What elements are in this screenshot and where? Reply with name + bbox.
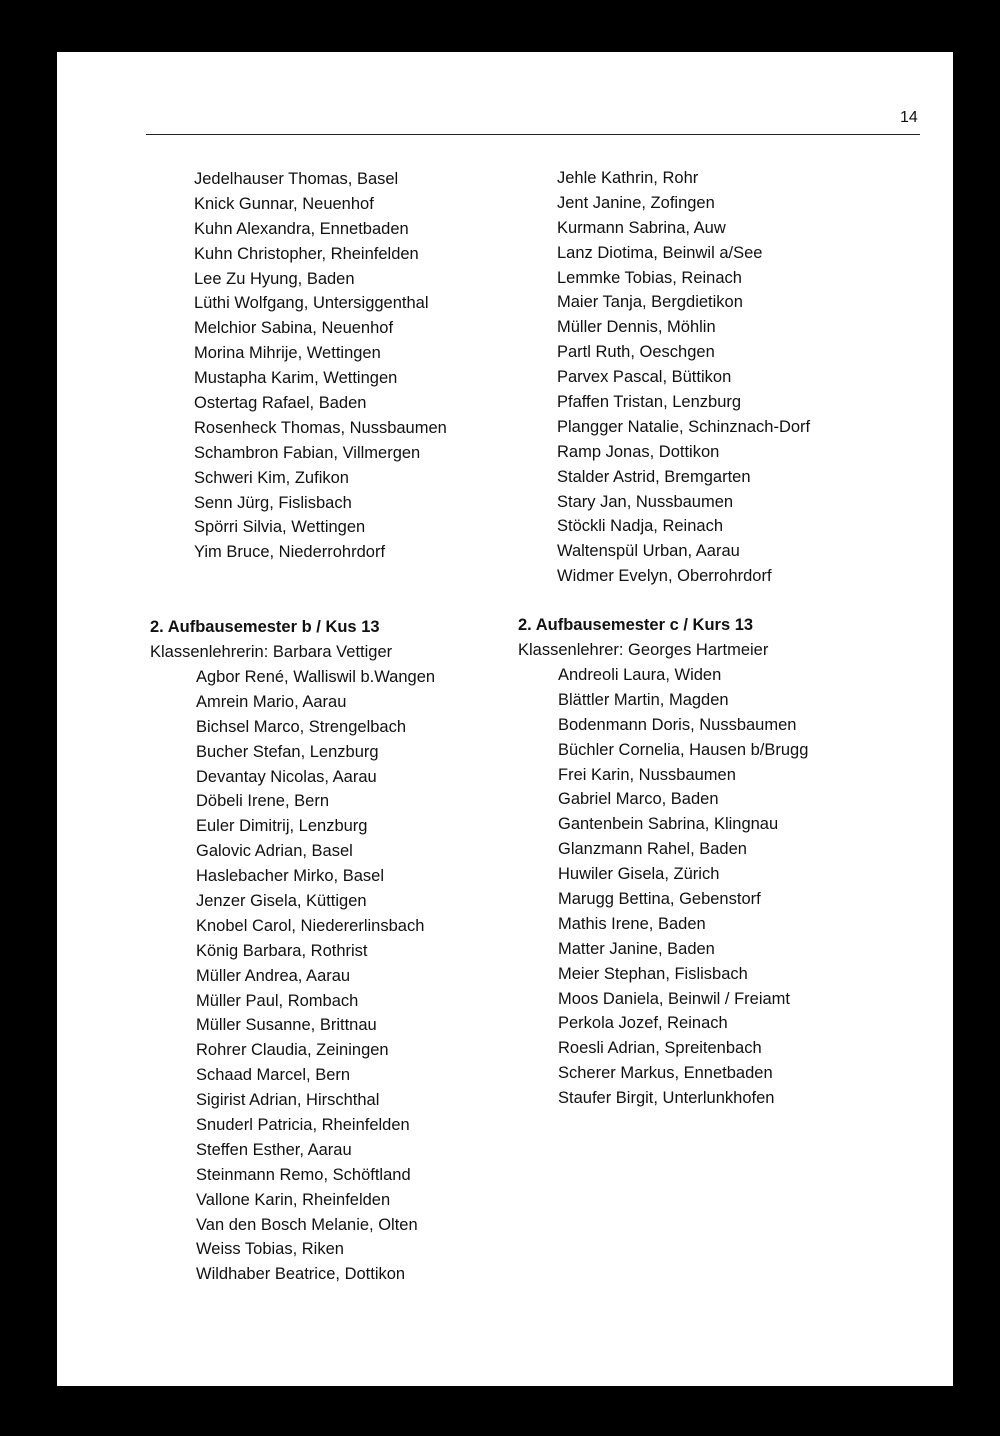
section-b-title: 2. Aufbausemester b / Kus 13 bbox=[150, 618, 380, 636]
list-item: Huwiler Gisela, Zürich bbox=[558, 865, 720, 884]
list-item: Kuhn Alexandra, Ennetbaden bbox=[194, 219, 409, 238]
list-item: Stary Jan, Nussbaumen bbox=[557, 492, 734, 511]
list-item: Yim Bruce, Niederrohrdorf bbox=[194, 543, 386, 562]
top-left-name-list bbox=[194, 167, 447, 565]
list-item: Weiss Tobias, Riken bbox=[196, 1240, 344, 1259]
list-item: Schaad Marcel, Bern bbox=[196, 1066, 351, 1085]
list-item: Lemmke Tobias, Reinach bbox=[557, 268, 742, 287]
list-item: Gabriel Marco, Baden bbox=[558, 790, 719, 809]
list-item: Steinmann Remo, Schöftland bbox=[196, 1165, 411, 1184]
list-item: König Barbara, Rothrist bbox=[196, 941, 368, 960]
list-item: Euler Dimitrij, Lenzburg bbox=[196, 817, 368, 836]
list-item: Schweri Kim, Zufikon bbox=[194, 468, 349, 487]
list-item: Van den Bosch Melanie, Olten bbox=[196, 1215, 418, 1234]
list-item: Maier Tanja, Bergdietikon bbox=[557, 293, 743, 312]
list-item: Marugg Bettina, Gebenstorf bbox=[558, 890, 761, 909]
list-item: Morina Mihrije, Wettingen bbox=[194, 344, 381, 363]
list-item: Meier Stephan, Fislisbach bbox=[558, 964, 748, 983]
list-item: Blättler Martin, Magden bbox=[558, 690, 729, 709]
section-c-name-list bbox=[558, 663, 808, 1111]
list-item: Amrein Mario, Aarau bbox=[196, 692, 347, 711]
list-item: Büchler Cornelia, Hausen b/Brugg bbox=[558, 740, 809, 759]
list-item: Müller Dennis, Möhlin bbox=[557, 318, 716, 337]
list-item: Kurmann Sabrina, Auw bbox=[557, 218, 726, 237]
list-item: Wildhaber Beatrice, Dottikon bbox=[196, 1265, 406, 1284]
list-item: Parvex Pascal, Büttikon bbox=[557, 368, 732, 387]
list-item: Rosenheck Thomas, Nussbaumen bbox=[194, 418, 447, 437]
list-item: Pfaffen Tristan, Lenzburg bbox=[557, 393, 742, 412]
list-item: Müller Susanne, Brittnau bbox=[196, 1016, 377, 1035]
section-b-teacher: Klassenlehrerin: Barbara Vettiger bbox=[150, 643, 393, 661]
list-item: Glanzmann Rahel, Baden bbox=[558, 840, 747, 859]
list-item: Perkola Jozef, Reinach bbox=[558, 1014, 728, 1033]
list-item: Stalder Astrid, Bremgarten bbox=[557, 467, 751, 486]
list-item: Senn Jürg, Fislisbach bbox=[194, 493, 352, 512]
section-c-teacher: Klassenlehrer: Georges Hartmeier bbox=[518, 641, 769, 659]
list-item: Jent Janine, Zofingen bbox=[557, 193, 715, 212]
list-item: Spörri Silvia, Wettingen bbox=[194, 518, 366, 537]
list-item: Bucher Stefan, Lenzburg bbox=[196, 742, 379, 761]
page-number: 14 bbox=[900, 109, 918, 126]
list-item: Haslebacher Mirko, Basel bbox=[196, 867, 384, 886]
list-item: Andreoli Laura, Widen bbox=[558, 666, 722, 684]
list-item: Stöckli Nadja, Reinach bbox=[557, 517, 723, 536]
list-item: Lanz Diotima, Beinwil a/See bbox=[557, 243, 763, 262]
list-item: Lee Zu Hyung, Baden bbox=[194, 269, 355, 288]
list-item: Knobel Carol, Niedererlinsbach bbox=[196, 916, 425, 935]
list-item: Gantenbein Sabrina, Klingnau bbox=[558, 815, 779, 834]
list-item: Mathis Irene, Baden bbox=[558, 914, 706, 933]
list-item: Mustapha Karim, Wettingen bbox=[194, 369, 398, 388]
list-item: Galovic Adrian, Basel bbox=[196, 842, 353, 861]
list-item: Waltenspül Urban, Aarau bbox=[557, 542, 740, 561]
list-item: Ostertag Rafael, Baden bbox=[194, 394, 367, 413]
list-item: Ramp Jonas, Dottikon bbox=[557, 442, 720, 461]
header-rule bbox=[146, 134, 920, 135]
section-b-name-list bbox=[196, 665, 435, 1287]
document-page bbox=[57, 52, 953, 1386]
list-item: Agbor René, Walliswil b.Wangen bbox=[196, 668, 436, 686]
list-item: Jehle Kathrin, Rohr bbox=[557, 169, 699, 187]
list-item: Devantay Nicolas, Aarau bbox=[196, 767, 377, 786]
list-item: Scherer Markus, Ennetbaden bbox=[558, 1064, 773, 1083]
list-item: Snuderl Patricia, Rheinfelden bbox=[196, 1116, 410, 1135]
list-item: Matter Janine, Baden bbox=[558, 939, 715, 958]
list-item: Melchior Sabina, Neuenhof bbox=[194, 319, 394, 338]
list-item: Partl Ruth, Oeschgen bbox=[557, 343, 715, 362]
list-item: Döbeli Irene, Bern bbox=[196, 792, 329, 811]
list-item: Plangger Natalie, Schinznach-Dorf bbox=[557, 417, 811, 436]
list-item: Sigirist Adrian, Hirschthal bbox=[196, 1091, 380, 1110]
list-item: Müller Andrea, Aarau bbox=[196, 966, 351, 985]
list-item: Steffen Esther, Aarau bbox=[196, 1140, 352, 1159]
list-item: Bodenmann Doris, Nussbaumen bbox=[558, 715, 797, 734]
list-item: Moos Daniela, Beinwil / Freiamt bbox=[558, 989, 790, 1008]
list-item: Staufer Birgit, Unterlunkhofen bbox=[558, 1089, 775, 1108]
list-item: Vallone Karin, Rheinfelden bbox=[196, 1190, 391, 1209]
list-item: Bichsel Marco, Strengelbach bbox=[196, 717, 407, 736]
list-item: Knick Gunnar, Neuenhof bbox=[194, 194, 374, 213]
list-item: Frei Karin, Nussbaumen bbox=[558, 765, 736, 784]
list-item: Rohrer Claudia, Zeiningen bbox=[196, 1041, 389, 1060]
top-right-name-list bbox=[557, 166, 810, 589]
list-item: Schambron Fabian, Villmergen bbox=[194, 443, 421, 462]
list-item: Lüthi Wolfgang, Untersiggenthal bbox=[194, 294, 429, 313]
list-item: Kuhn Christopher, Rheinfelden bbox=[194, 244, 419, 263]
list-item: Jenzer Gisela, Küttigen bbox=[196, 892, 367, 911]
list-item: Jedelhauser Thomas, Basel bbox=[194, 170, 399, 188]
list-item: Roesli Adrian, Spreitenbach bbox=[558, 1039, 762, 1058]
section-c-title: 2. Aufbausemester c / Kurs 13 bbox=[518, 616, 754, 634]
list-item: Widmer Evelyn, Oberrohrdorf bbox=[557, 567, 772, 586]
list-item: Müller Paul, Rombach bbox=[196, 991, 359, 1010]
